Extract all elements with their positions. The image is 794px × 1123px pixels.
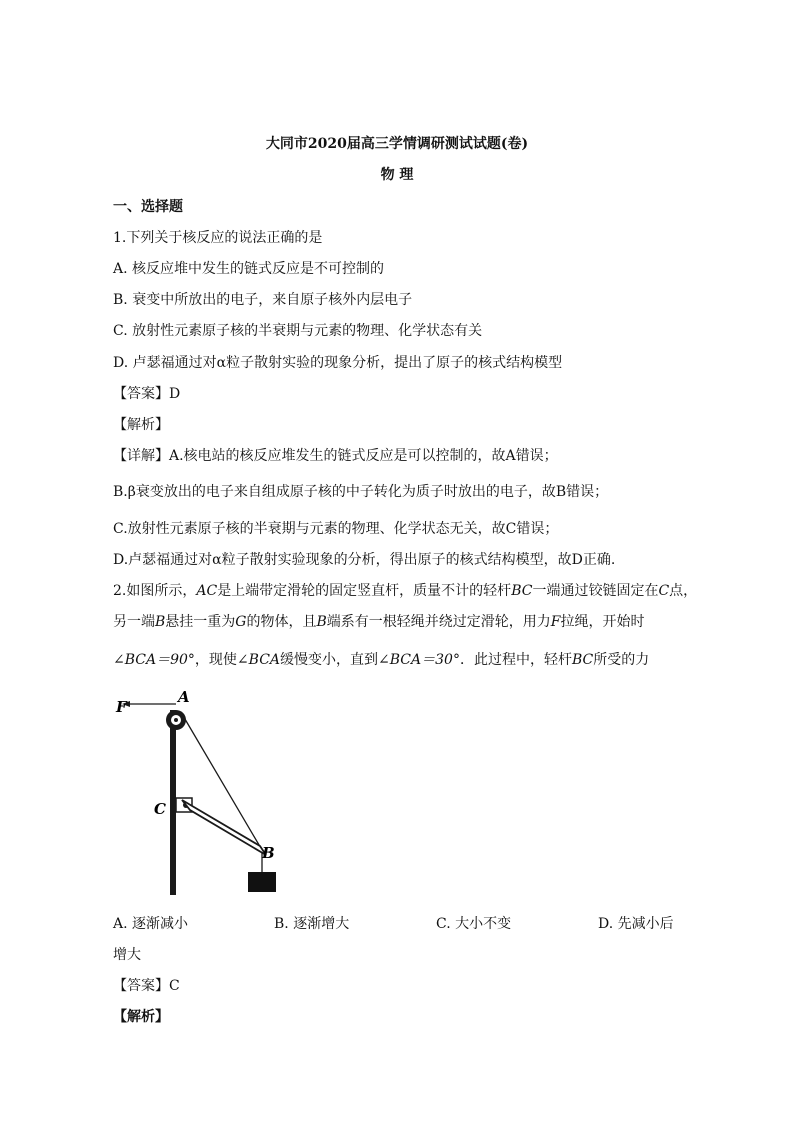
q2-option-b: B. 逐渐增大: [274, 916, 350, 932]
q2-option-a: A. 逐渐减小: [113, 916, 189, 932]
vertical-rod: [170, 710, 176, 895]
label-c: C: [154, 800, 166, 818]
q2-option-d: D. 先减小后: [598, 916, 674, 932]
q2-answer: 【答案】C: [113, 978, 180, 994]
label-f: F: [116, 698, 127, 716]
q1-detail-a: 【详解】A.核电站的核反应堆发生的链式反应是可以控制的，故A错误；: [113, 448, 558, 464]
weight-block: [248, 872, 276, 892]
q2-stem-line3: ∠BCA＝90°，现使∠BCA缓慢变小，直到∠BCA＝30°．此过程中，轻杆BC所受的力: [113, 652, 650, 668]
q1-option-c: C. 放射性元素原子核的半衰期与元素的物理、化学状态有关: [113, 323, 483, 339]
q2-stem-line2: 另一端B悬挂一重为G的物体，且B端系有一根轻绳并绕过定滑轮，用力F拉绳，开始时: [113, 614, 645, 630]
document-title: 大同市2020届高三学情调研测试试题(卷): [265, 136, 529, 152]
q2-option-c: C. 大小不变: [436, 916, 512, 932]
pulley-rod-figure: [110, 690, 290, 900]
q1-option-a: A. 核反应堆中发生的链式反应是不可控制的: [113, 261, 385, 277]
q1-answer: 【答案】D: [113, 386, 181, 402]
q1-option-d: D. 卢瑟福通过对α粒子散射实验的现象分析，提出了原子的核式结构模型: [113, 355, 563, 371]
q2-option-d-cont: 增大: [113, 947, 141, 963]
label-b: B: [262, 844, 275, 862]
q1-detail-b: B.β衰变放出的电子来自组成原子核的中子转化为质子时放出的电子，故B错误；: [113, 484, 609, 500]
q1-stem: 1.下列关于核反应的说法正确的是: [113, 230, 323, 246]
light-rod-bc: [182, 800, 266, 855]
q1-analysis-label: 【解析】: [113, 417, 169, 433]
label-a: A: [178, 690, 190, 706]
section-heading: 一、选择题: [113, 199, 183, 215]
q2-analysis-label: 【解析】: [113, 1009, 169, 1025]
q1-option-b: B. 衰变中所放出的电子，来自原子核外内层电子: [113, 292, 413, 308]
q1-detail-c: C.放射性元素原子核的半衰期与元素的物理、化学状态无关，故C错误；: [113, 521, 559, 537]
q1-detail-d: D.卢瑟福通过对α粒子散射实验现象的分析，得出原子的核式结构模型，故D正确.: [113, 552, 616, 568]
q2-stem-line1: 2.如图所示，AC是上端带定滑轮的固定竖直杆，质量不计的轻杆BC一端通过铰链固定在C点，: [113, 583, 698, 599]
subject-title: 物 理: [380, 167, 414, 183]
